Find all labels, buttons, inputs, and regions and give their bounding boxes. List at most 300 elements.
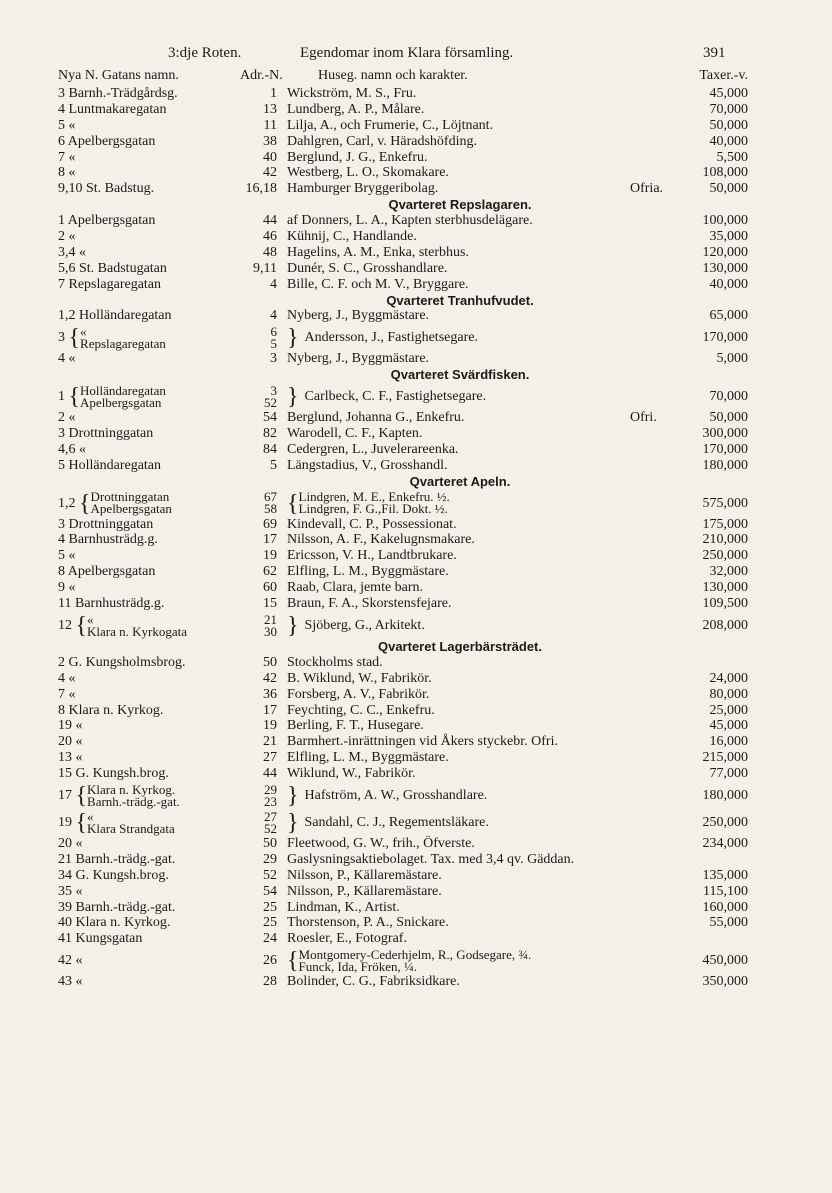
address-cell: 8 Apelbergsgatan [58, 564, 156, 580]
owner-cell [287, 612, 425, 639]
table-row [0, 181, 832, 197]
tax-value-cell: 65,000 [709, 308, 748, 324]
owner-cell [287, 655, 383, 671]
tax-value-cell: 16,000 [709, 734, 748, 750]
address-cell: 8 « [58, 165, 76, 181]
address-cell: 3 Drottninggatan [58, 426, 154, 442]
house-number-cell [245, 324, 277, 351]
owner-cell [287, 548, 457, 564]
tax-value-cell: 55,000 [709, 915, 748, 931]
house-number [264, 611, 277, 639]
house-number [264, 808, 277, 836]
house-number-lower: 5 [270, 336, 277, 352]
owner-cell [287, 766, 416, 782]
house-number-cell: 4 [270, 308, 277, 324]
house-number-lower: 23 [264, 793, 277, 809]
owner-name: Gaslysningsaktiebolaget. Tax. med 3,4 qv. Gäddan. [287, 851, 575, 867]
table-row [0, 165, 832, 181]
page-title: Egendomar inom Klara församling. [300, 45, 514, 61]
column-header-address: Nya N. Gatans namn. [58, 68, 179, 83]
owner-cell [287, 974, 460, 990]
section-title: Qvarteret Svärdfisken. [390, 367, 530, 383]
owner-cell [287, 517, 457, 533]
table-row [0, 718, 832, 734]
owner-name: Berling, F. T., Husegare. [287, 718, 424, 734]
tax-value-cell: 24,000 [709, 670, 748, 686]
tax-value-cell: 130,000 [702, 580, 748, 596]
owner-name: Westberg, L. O., Skomakare. [287, 165, 449, 181]
table-row [0, 102, 832, 118]
address-street [80, 382, 166, 410]
address-cell: 7 « [58, 686, 76, 702]
address-street-lower: Apelbergsgatan [90, 501, 172, 517]
address-cell: 6 Apelbergsgatan [58, 133, 156, 149]
table-row [0, 750, 832, 766]
tax-value-cell: 234,000 [702, 835, 748, 851]
address-cell: 9,10 St. Badstug. [58, 181, 155, 197]
table-row [0, 490, 832, 517]
owner-name: Sandahl, C. J., Regementsläkare. [304, 814, 489, 830]
address-cell: 4 Luntmakaregatan [58, 101, 167, 117]
house-number-cell: 44 [263, 213, 277, 229]
address-street-lower: Klara Strandgata [87, 820, 175, 836]
address-street-lower: Klara n. Kyrkogata [87, 623, 188, 639]
house-number-cell: 82 [263, 426, 277, 442]
owner-name: Nyberg, J., Byggmästare. [287, 351, 430, 367]
section-title: Qvarteret Tranhufvudet. [386, 292, 534, 308]
house-number-cell: 28 [263, 974, 277, 990]
tax-value-cell: 300,000 [702, 426, 748, 442]
address-number: 1,2 [58, 495, 79, 511]
house-number-cell: 17 [263, 532, 277, 548]
tax-value-cell: 450,000 [702, 953, 748, 969]
address-cell: 4 « [58, 351, 76, 367]
address-cell: 34 G. Kungsh.brog. [58, 867, 169, 883]
table-row [0, 596, 832, 612]
tax-value-cell: 25,000 [709, 702, 748, 718]
house-number-cell: 1 [270, 86, 277, 101]
house-number-cell: 69 [263, 516, 277, 532]
house-number-upper: 21 [264, 611, 277, 627]
brace-glyph: { [75, 782, 88, 809]
address-cell [58, 809, 175, 836]
table-row [0, 442, 832, 458]
address-cell: 2 « [58, 229, 76, 245]
table-row [0, 868, 832, 884]
owner-cell [287, 134, 477, 150]
owner-cell [287, 118, 493, 134]
brace-glyph: { [79, 490, 91, 517]
owner-cell [287, 947, 531, 974]
table-row [0, 703, 832, 719]
address-street [80, 326, 166, 350]
house-number-cell: 27 [263, 750, 277, 766]
table-row [0, 612, 832, 639]
table-row [0, 900, 832, 916]
address-cell [58, 324, 166, 351]
table-row [0, 245, 832, 261]
section-heading [0, 474, 832, 490]
owner-cell [287, 809, 489, 836]
house-number-cell: 46 [263, 229, 277, 245]
house-number-lower: 52 [264, 394, 277, 410]
address-number: 12 [58, 617, 76, 633]
address-cell: 15 G. Kungsh.brog. [58, 766, 169, 782]
tax-value-cell: 180,000 [702, 457, 748, 473]
house-number-cell: 25 [263, 899, 277, 915]
address-street-upper: « [87, 808, 94, 824]
address-cell: 5 « [58, 548, 76, 564]
address-cell: 2 « [58, 410, 76, 426]
house-number-cell: 3 [270, 351, 277, 367]
owner-cell [287, 261, 447, 277]
table-row [0, 671, 832, 687]
address-cell: 1,2 Holländaregatan [58, 308, 172, 324]
tax-value-cell: 135,000 [702, 867, 748, 883]
house-number-cell: 54 [263, 410, 277, 426]
owner-cell [287, 86, 416, 102]
owner-cell [287, 718, 424, 734]
address-cell: 7 Repslagaregatan [58, 276, 162, 292]
table-row [0, 915, 832, 931]
brace-glyph: } [287, 612, 305, 639]
owner-name: Nilsson, P., Källaremästare. [287, 883, 442, 899]
owner-cell [287, 245, 469, 261]
tax-value-cell: 175,000 [702, 516, 748, 532]
owner-name: Nyberg, J., Byggmästare. [287, 308, 430, 324]
address-cell: 7 « [58, 149, 76, 165]
tax-value-cell: 115,100 [703, 883, 748, 899]
owner-cell [287, 900, 400, 916]
owner-name: Warodell, C. F., Kapten. [287, 426, 423, 442]
owner-cell [287, 277, 469, 293]
owner-cell [287, 458, 447, 474]
house-number-cell: 84 [263, 441, 277, 457]
house-number-cell: 24 [263, 931, 277, 947]
address-cell: 4,6 « [58, 441, 86, 457]
tax-value-cell: 45,000 [709, 86, 748, 101]
section-heading [0, 197, 832, 213]
owner-name: Lilja, A., och Frumerie, C., Löjtnant. [287, 117, 494, 133]
address-cell: 8 Klara n. Kyrkog. [58, 702, 164, 718]
table-row [0, 261, 832, 277]
address-street [87, 781, 180, 809]
house-number-cell: 50 [263, 835, 277, 851]
table-row [0, 564, 832, 580]
address-number: 17 [58, 787, 76, 803]
tax-value-cell: 208,000 [702, 617, 748, 633]
house-number-cell: 48 [263, 244, 277, 260]
tax-value-cell: 70,000 [709, 389, 748, 405]
owner-name: Cedergren, L., Juvelerareenka. [287, 441, 459, 457]
owner-name: Andersson, J., Fastighetsegare. [304, 330, 478, 346]
owner-name: Raab, Clara, jemte barn. [287, 580, 424, 596]
brace-glyph: { [68, 325, 81, 352]
address-cell: 35 « [58, 883, 83, 899]
owner-name: Dahlgren, Carl, v. Häradshöfding. [287, 133, 477, 149]
brace-glyph: { [287, 947, 299, 974]
owner-name: Berglund, Johanna G., Enkefru. [287, 410, 465, 426]
owner-cell [287, 324, 478, 351]
tax-value-cell: 50,000 [709, 117, 748, 133]
house-number-cell [245, 782, 277, 809]
table-row [0, 782, 832, 809]
table-row [0, 213, 832, 229]
owner-name-lower: Lindgren, F. G.,Fil. Dokt. ½. [298, 501, 448, 517]
house-number-cell [245, 612, 277, 639]
house-number-cell: 44 [263, 766, 277, 782]
owner-name [298, 946, 532, 974]
table-row [0, 580, 832, 596]
house-number [264, 781, 277, 809]
tax-value-cell: 5,500 [716, 149, 748, 165]
owner-name: Hagelins, A. M., Enka, sterbhus. [287, 244, 469, 260]
address-street-upper: « [87, 611, 94, 627]
owner-cell [287, 836, 475, 852]
house-number-lower: 52 [264, 820, 277, 836]
address-cell: 41 Kungsgatan [58, 931, 143, 947]
owner-name: Barmhert.-inrättningen vid Åkers styckebr. Ofri. [287, 734, 558, 750]
tax-value-cell: 45,000 [709, 718, 748, 734]
section-heading [0, 293, 832, 309]
table-row [0, 532, 832, 548]
owner-name: Berglund, J. G., Enkefru. [287, 149, 428, 165]
tax-value-cell: 35,000 [709, 229, 748, 245]
house-number-upper: 3 [270, 382, 277, 398]
owner-cell [287, 671, 432, 687]
table-row [0, 410, 832, 426]
address-cell: 4 « [58, 670, 76, 686]
brace-glyph: } [287, 325, 305, 352]
address-cell: 3 Drottninggatan [58, 516, 154, 532]
owner-cell [287, 351, 429, 367]
owner-cell [287, 383, 486, 410]
table-row [0, 687, 832, 703]
address-street-upper: Holländaregatan [80, 382, 166, 398]
house-number-cell: 17 [263, 702, 277, 718]
owner-name: Hafström, A. W., Grosshandlare. [304, 787, 488, 803]
owner-cell [287, 308, 429, 324]
brace-glyph: } [287, 809, 305, 836]
address-cell: 5,6 St. Badstugatan [58, 260, 167, 276]
tax-value-cell: 160,000 [702, 899, 748, 915]
owner-cell [287, 532, 475, 548]
owner-name: Bolinder, C. G., Fabriksidkare. [287, 974, 460, 990]
house-number-cell: 52 [263, 867, 277, 883]
tax-value-cell: 170,000 [702, 330, 748, 346]
address-cell: 39 Barnh.-trädg.-gat. [58, 899, 176, 915]
house-number-cell: 9,11 [253, 260, 277, 276]
house-number-cell: 16,18 [245, 181, 277, 197]
tax-value-cell: 575,000 [702, 495, 748, 511]
section-title: Qvarteret Repslagaren. [388, 197, 532, 213]
table-row [0, 809, 832, 836]
exemption-note: Ofria. [630, 181, 664, 197]
tax-value-cell: 130,000 [702, 260, 748, 276]
house-number-cell: 38 [263, 133, 277, 149]
owner-name: Ericsson, V. H., Landtbrukare. [287, 548, 457, 564]
brace-glyph: { [68, 383, 81, 410]
owner-name: Längstadius, V., Grosshandl. [287, 457, 448, 473]
address-cell: 40 Klara n. Kyrkog. [58, 915, 171, 931]
owner-name: Carlbeck, C. F., Fastighetsegare. [304, 389, 487, 405]
tax-value-cell: 5,000 [716, 351, 748, 367]
owner-name: Roesler, E., Fotograf. [287, 931, 407, 947]
table-row [0, 229, 832, 245]
column-header-number: Adr.-N. [240, 68, 283, 83]
tax-value-cell: 80,000 [709, 686, 748, 702]
house-number-cell: 40 [263, 149, 277, 165]
address-street-upper: « [80, 324, 87, 340]
address-number: 3 [58, 330, 69, 346]
house-number-cell: 54 [263, 883, 277, 899]
tax-value-cell: 210,000 [702, 532, 748, 548]
brace-glyph: { [75, 612, 88, 639]
owner-cell [287, 852, 574, 868]
address-street-lower: Apelbergsgatan [80, 394, 162, 410]
house-number-cell: 25 [263, 915, 277, 931]
section-title: Qvarteret Lagerbärsträdet. [377, 638, 542, 654]
address-street-lower: Repslagaregatan [80, 336, 166, 352]
exemption-note: Ofri. [630, 410, 657, 426]
house-number [271, 326, 278, 350]
address-cell [58, 490, 172, 517]
table-row [0, 655, 832, 671]
owner-name: Wickström, M. S., Fru. [287, 86, 417, 101]
house-number [264, 491, 277, 515]
address-cell: 42 « [58, 953, 83, 969]
column-header-owner: Huseg. namn och karakter. [318, 68, 468, 83]
tax-value-cell: 215,000 [702, 750, 748, 766]
house-number-upper: 67 [264, 489, 277, 505]
tax-value-cell: 50,000 [709, 410, 748, 426]
house-number [264, 382, 277, 410]
owner-name: Elfling, L. M., Byggmästare. [287, 750, 449, 766]
tax-value-cell: 170,000 [702, 441, 748, 457]
house-number-cell: 11 [263, 117, 277, 133]
brace-glyph: { [287, 490, 299, 517]
address-number: 1 [58, 389, 69, 405]
address-cell: 4 Barnhusträdg.g. [58, 532, 158, 548]
table-row [0, 947, 832, 974]
address-street [87, 611, 188, 639]
owner-name: Braun, F. A., Skorstensfejare. [287, 596, 452, 612]
owner-name: Wiklund, W., Fabrikör. [287, 766, 416, 782]
owner-cell [287, 687, 429, 703]
tax-value-cell: 250,000 [702, 814, 748, 830]
house-number-cell: 29 [263, 851, 277, 867]
tax-value-cell: 108,000 [702, 165, 748, 181]
house-number-cell: 42 [263, 165, 277, 181]
table-row [0, 852, 832, 868]
table-row [0, 766, 832, 782]
address-cell: 11 Barnhusträdg.g. [58, 596, 165, 612]
tax-value-cell: 70,000 [709, 101, 748, 117]
house-number-cell: 26 [263, 953, 277, 969]
owner-name-lower: Funck, Ida, Fröken, ¼. [298, 958, 417, 974]
table-row [0, 426, 832, 442]
owner-name: af Donners, L. A., Kapten sterbhusdelägare. [287, 213, 533, 229]
address-cell: 1 Apelbergsgatan [58, 213, 156, 229]
owner-name: Sjöberg, G., Arkitekt. [304, 617, 425, 633]
owner-name: Bille, C. F. och M. V., Bryggare. [287, 276, 469, 292]
owner-name: Fleetwood, G. W., frih., Öfverste. [287, 835, 475, 851]
owner-name [299, 491, 450, 515]
address-street-lower: Barnh.-trädg.-gat. [87, 793, 180, 809]
house-number-upper: 6 [270, 324, 277, 340]
table-row [0, 118, 832, 134]
house-number-cell: 50 [263, 654, 277, 670]
owner-cell [287, 703, 435, 719]
owner-cell [287, 884, 442, 900]
owner-cell [287, 580, 423, 596]
table-row [0, 974, 832, 990]
address-street-upper: Drottninggatan [90, 489, 170, 505]
tax-value-cell: 180,000 [702, 787, 748, 803]
tax-value-cell: 77,000 [709, 766, 748, 782]
owner-name-upper: Montgomery-Cederhjelm, R., Godsegare, ¾. [298, 946, 532, 962]
house-number-cell: 13 [263, 101, 277, 117]
district-label: 3:dje Roten. [168, 45, 242, 61]
house-number-cell: 62 [263, 564, 277, 580]
owner-cell [287, 915, 449, 931]
address-cell: 13 « [58, 750, 83, 766]
tax-value-cell: 109,500 [702, 596, 748, 612]
owner-cell [287, 750, 449, 766]
house-number-cell: 60 [263, 580, 277, 596]
address-cell: 2 G. Kungsholmsbrog. [58, 654, 186, 670]
owner-name: Stockholms stad. [287, 654, 383, 670]
page-number: 391 [703, 45, 726, 61]
address-number: 19 [58, 814, 76, 830]
owner-name: Hamburger Bryggeribolag. [287, 181, 439, 197]
section-heading [0, 367, 832, 383]
address-cell: 9 « [58, 580, 76, 596]
house-number-cell: 21 [263, 734, 277, 750]
house-number-cell: 5 [270, 457, 277, 473]
tax-value-cell: 350,000 [702, 974, 748, 990]
table-row [0, 86, 832, 102]
table-row [0, 458, 832, 474]
address-cell: 43 « [58, 974, 83, 990]
house-number-cell: 15 [263, 596, 277, 612]
address-cell: 21 Barnh.-trädg.-gat. [58, 851, 176, 867]
owner-name: Kühnij, C., Handlande. [287, 229, 417, 245]
owner-name: Dunér, S. C., Grosshandlare. [287, 260, 448, 276]
brace-glyph: { [75, 809, 88, 836]
owner-cell [287, 931, 407, 947]
owner-name: Elfling, L. M., Byggmästare. [287, 564, 449, 580]
owner-name: B. Wiklund, W., Fabrikör. [287, 670, 432, 686]
address-cell [58, 383, 166, 410]
property-list [0, 86, 832, 990]
tax-value-cell: 100,000 [702, 213, 748, 229]
owner-name: Kindevall, C. P., Possessionat. [287, 516, 457, 532]
address-street-upper: Klara n. Kyrkog. [87, 781, 176, 797]
column-header-tax: Taxer.-v. [699, 68, 748, 83]
owner-cell [287, 426, 422, 442]
table-row [0, 383, 832, 410]
address-cell: 3 Barnh.-Trädgårdsg. [58, 86, 178, 101]
house-number-cell: 36 [263, 686, 277, 702]
table-row [0, 548, 832, 564]
brace-glyph: } [287, 782, 305, 809]
owner-name: Nilsson, A. F., Kakelugnsmakare. [287, 532, 475, 548]
address-street [91, 491, 172, 515]
section-heading [0, 639, 832, 655]
tax-value-cell: 40,000 [709, 276, 748, 292]
tax-value-cell: 50,000 [709, 181, 748, 197]
